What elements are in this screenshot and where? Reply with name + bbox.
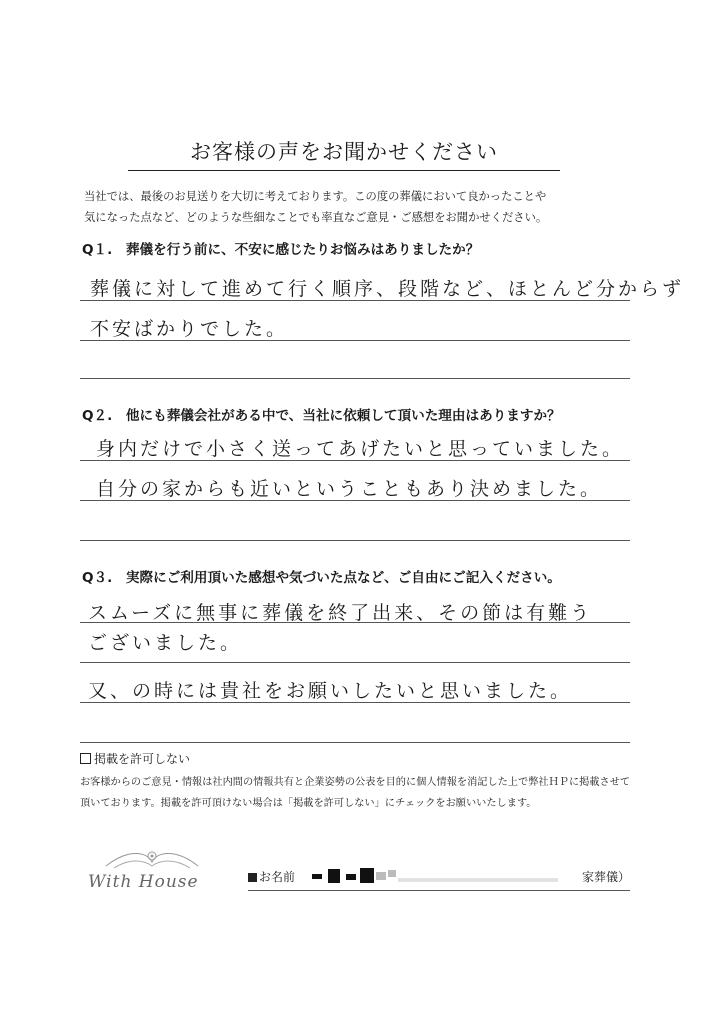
checkbox-label: 掲載を許可しない <box>94 752 191 766</box>
answer-line <box>80 622 630 623</box>
redaction-mark <box>328 869 340 883</box>
answer-1-line-1: 葬儀に対して進めて行く順序、段階など、ほとんど分からず <box>90 278 685 300</box>
question-3: Q３. 実際にご利用頂いた感想や気づいた点など、ご自由にご記入ください。 <box>82 570 561 586</box>
question-1: Q１. 葬儀を行う前に、不安に感じたりお悩みはありましたか？ <box>82 242 480 258</box>
answer-2-line-1: 身内だけで小さく送ってあげたいと思っていました。 <box>96 438 625 460</box>
name-suffix: 家葬儀） <box>581 870 630 884</box>
redaction-mark <box>346 874 356 880</box>
redaction-mark <box>398 878 558 882</box>
answer-3-line-3: 又、の時には貴社をお願いしたいと思いました。 <box>88 680 573 702</box>
customer-name-field <box>248 866 630 891</box>
answer-line <box>80 460 630 461</box>
answer-2-line-2: 自分の家からも近いということもあり決めました。 <box>96 478 603 500</box>
answer-line <box>80 540 630 541</box>
redaction-mark <box>312 874 322 879</box>
name-label: お名前 <box>248 868 295 885</box>
intro-line-1: 当社では、最後のお見送りを大切に考えております。この度の葬儀において良かったことや <box>84 190 547 203</box>
publish-permission-option[interactable] <box>80 750 190 767</box>
company-logo-text: With House <box>88 872 199 892</box>
answer-line <box>80 378 630 379</box>
checkbox[interactable] <box>80 753 91 764</box>
answer-line <box>80 702 630 703</box>
redaction-mark <box>388 870 396 877</box>
answer-line <box>80 662 630 663</box>
form-title: お客様の声をお聞かせください <box>128 136 560 171</box>
notice-line-2: 頂いております。掲載を許可頂けない場合は「掲載を許可しない」にチェックをお願いいたします。 <box>80 798 537 809</box>
answer-line <box>80 742 630 743</box>
redaction-mark <box>360 868 374 883</box>
answer-line <box>80 340 630 341</box>
question-2: Q２. 他にも葬儀会社がある中で、当社に依頼して頂いた理由はありますか？ <box>82 408 561 424</box>
intro-text <box>84 186 644 228</box>
notice-line-1: お客様からのご意見・情報は社内間の情報共有と企業姿勢の公表を目的に個人情報を消記した上で弊社ＨＰに掲載させて <box>80 777 631 788</box>
answer-1-line-2: 不安ばかりでした。 <box>90 318 289 340</box>
answer-line <box>80 500 630 501</box>
intro-line-2: 気になった点など、どのような些細なことでも率直なご意見・ご感想をお聞かせください。 <box>84 211 548 224</box>
answer-3-line-2: ございました。 <box>88 632 243 654</box>
redaction-mark <box>376 872 386 880</box>
answer-3-line-1: スムーズに無事に葬儀を終了出来、その節は有難う <box>88 602 593 624</box>
answer-line <box>80 300 630 301</box>
privacy-notice <box>80 772 660 814</box>
